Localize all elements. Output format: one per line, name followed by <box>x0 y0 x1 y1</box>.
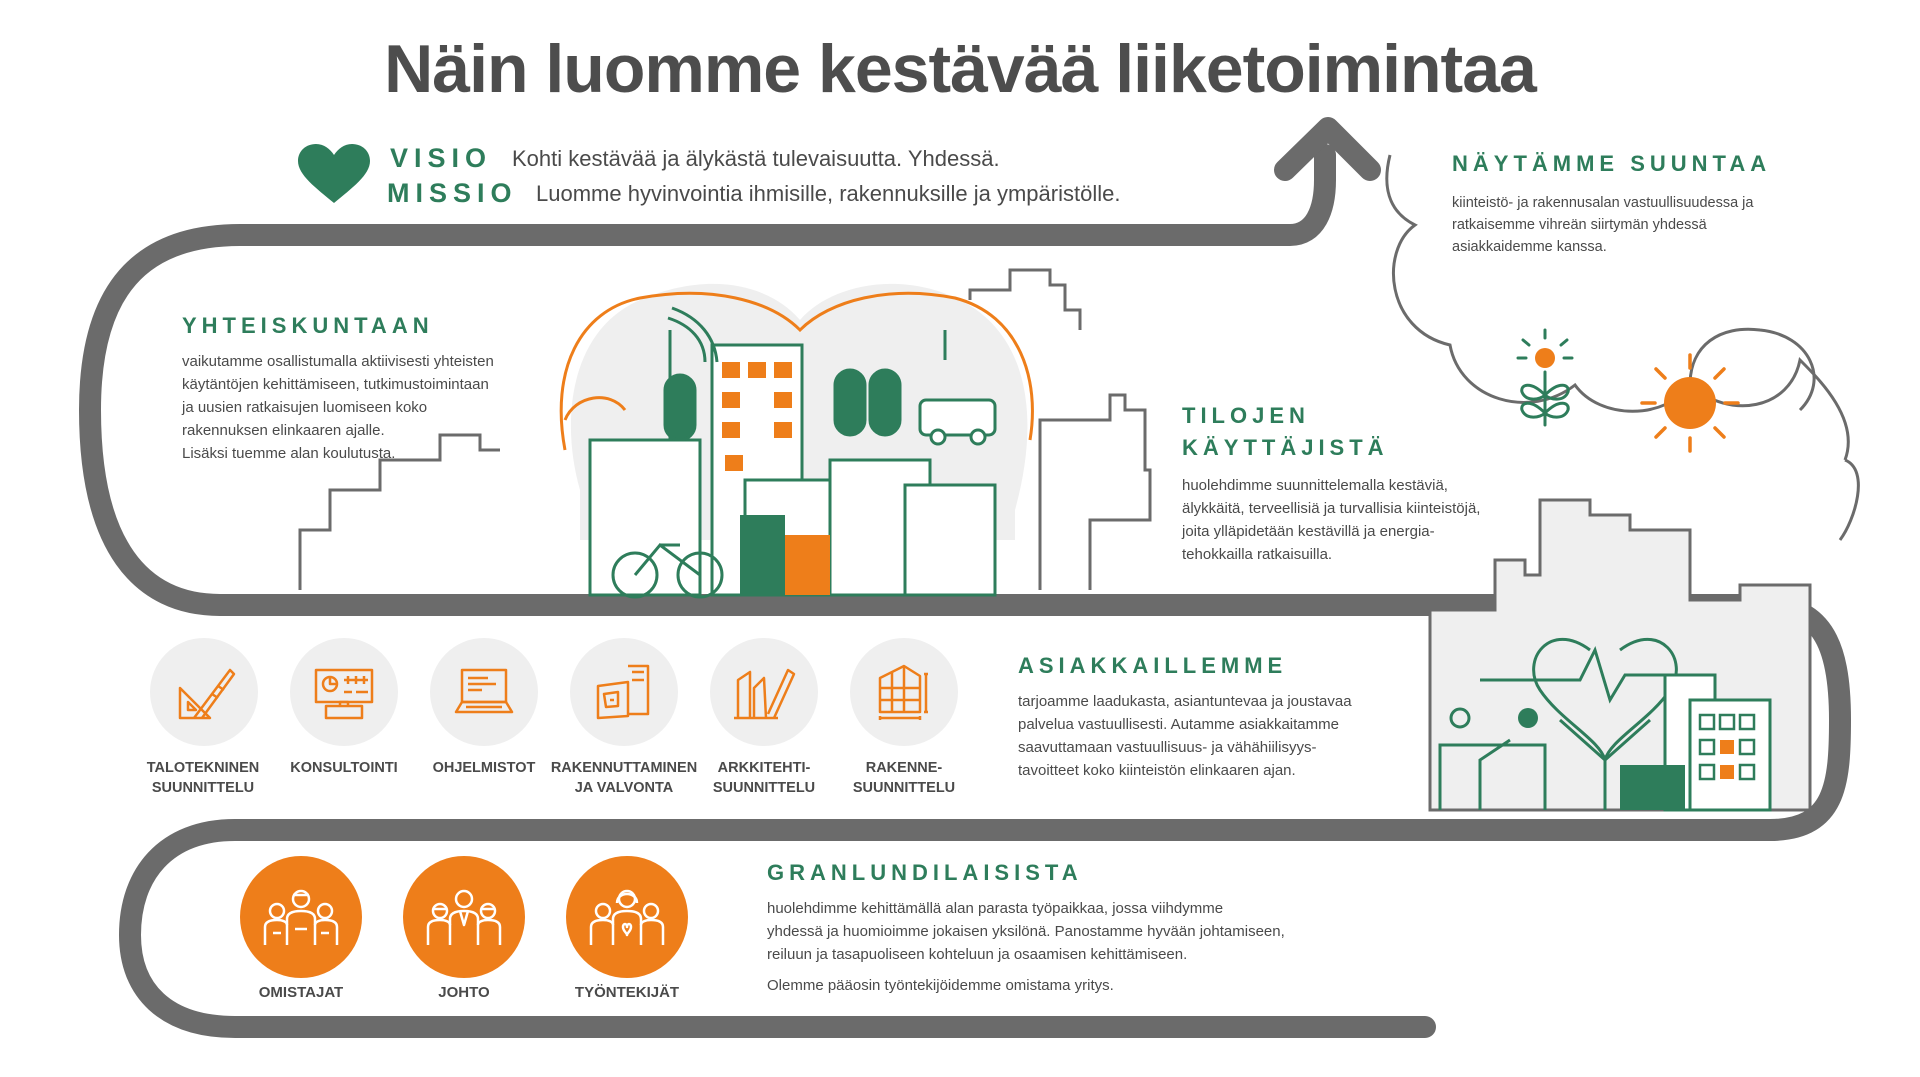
text-line: Lisäksi tuemme alan koulutusta. <box>182 445 396 462</box>
vision-label: VISIO <box>390 143 493 173</box>
service-icon-circle <box>430 638 538 746</box>
service-icon-circle <box>850 638 958 746</box>
section-granlund <box>767 857 1367 997</box>
section-heading: YHTEISKUNTAAN <box>182 313 434 338</box>
text-line: tarjoamme laadukasta, asiantuntevaa ja joustavaa <box>1018 693 1352 710</box>
service-item <box>850 638 958 746</box>
service-label: ARKKITEHTI- SUUNNITTELU <box>712 760 816 796</box>
heart-icon <box>296 143 372 205</box>
text-line: asiakkaidemme kanssa. <box>1452 239 1607 255</box>
text-line: huolehdimme kehittämällä alan parasta työpaikkaa, jossa viihdymme <box>767 900 1224 917</box>
section-tilojen <box>1182 400 1562 566</box>
people-group-icon <box>259 885 343 949</box>
section-heading: NÄYTÄMME SUUNTAA <box>1452 151 1772 176</box>
service-label: OHJELMISTOT <box>432 760 536 776</box>
page-title: Näin luomme kestävää liiketoimintaa <box>384 31 1536 107</box>
service-icon-circle <box>150 638 258 746</box>
text-line: yhdessä ja huomioimme jokaisen yksilönä. Panostamme hyvään johtamiseen, <box>767 923 1285 940</box>
presentation-board-icon <box>312 660 376 724</box>
text-line: käytäntöjen kehittämiseen, tutkimustoimintaan <box>182 376 489 393</box>
text-line: reiluun ja tasapuoliseen kohteluun ja osaamisen kehittämiseen. <box>767 946 1188 963</box>
text-line: huolehdimme suunnittelemalla kestäviä, <box>1182 477 1448 494</box>
drafting-triangle-icon <box>172 660 236 724</box>
groups-row <box>240 856 700 1016</box>
text-line: saavuttamaan vastuullisuus- ja vähähiilisyys- <box>1018 739 1317 756</box>
text-line: ratkaisemme vihreän siirtymän yhdessä <box>1452 217 1707 233</box>
text-line: vaikutamme osallistumalla aktiivisesti yhteisten <box>182 353 494 370</box>
laptop-icon <box>452 660 516 724</box>
text-line: rakennuksen elinkaaren ajalle. <box>182 422 385 439</box>
section-heading: GRANLUNDILAISISTA <box>767 860 1083 885</box>
text-line: ja uusien ratkaisujen luomiseen koko <box>182 399 428 416</box>
service-label: TALOTEKNINEN SUUNNITTELU <box>146 760 260 796</box>
text-line: Olemme pääosin työntekijöidemme omistama yritys. <box>767 977 1114 994</box>
group-label: OMISTAJAT <box>258 984 344 1001</box>
service-item <box>150 638 258 746</box>
service-item <box>430 638 538 746</box>
group-icon-circle <box>403 856 525 978</box>
text-line: kiinteistö- ja rakennusalan vastuullisuudessa ja <box>1452 195 1754 211</box>
sun-icon <box>1642 355 1738 451</box>
service-icon-circle <box>710 638 818 746</box>
mission-label: MISSIO <box>387 178 518 208</box>
group-label: TYÖNTEKIJÄT <box>574 984 680 1001</box>
service-icon-circle <box>570 638 678 746</box>
group-label: JOHTO <box>438 984 490 1001</box>
text-line: älykkäitä, terveellisiä ja turvallisia kiinteistöjä, <box>1182 500 1481 517</box>
text-line: joita ylläpidetään kestävillä ja energia- <box>1182 523 1435 540</box>
people-group-icon <box>585 885 669 949</box>
service-label: RAKENNE- SUUNNITTELU <box>852 760 956 796</box>
group-icon-circle <box>240 856 362 978</box>
building-structure-icon <box>872 660 936 724</box>
site-plan-icon <box>592 660 656 724</box>
text-line: palvelua vastuullisesti. Autamme asiakkaitamme <box>1018 716 1339 733</box>
architecture-pencil-icon <box>732 660 796 724</box>
people-group-icon <box>422 885 506 949</box>
service-icon-circle <box>290 638 398 746</box>
service-label: RAKENNUTTAMINEN JA VALVONTA <box>550 760 698 796</box>
section-suunta <box>1452 148 1812 258</box>
section-asiakkaat <box>1018 650 1418 782</box>
mission-text: Luomme hyvinvointia ihmisille, rakennuksille ja ympäristölle. <box>536 181 1121 206</box>
service-item <box>710 638 818 746</box>
services-row <box>138 638 988 808</box>
service-item <box>290 638 398 746</box>
section-yhteiskunta <box>182 310 562 465</box>
vision-text: Kohti kestävää ja älykästä tulevaisuutta. Yhdessä. <box>512 146 1000 171</box>
text-line: tavoitteet koko kiinteistön elinkaaren ajan. <box>1018 762 1296 779</box>
section-heading: ASIAKKAILLEMME <box>1018 653 1288 678</box>
service-item <box>570 638 678 746</box>
text-line: tehokkailla ratkaisuilla. <box>1182 546 1333 563</box>
section-heading-line-2: KÄYTTÄJISTÄ <box>1182 435 1389 460</box>
section-heading-line-1: TILOJEN <box>1182 403 1310 428</box>
service-label: KONSULTOINTI <box>290 760 398 776</box>
group-icon-circle <box>566 856 688 978</box>
